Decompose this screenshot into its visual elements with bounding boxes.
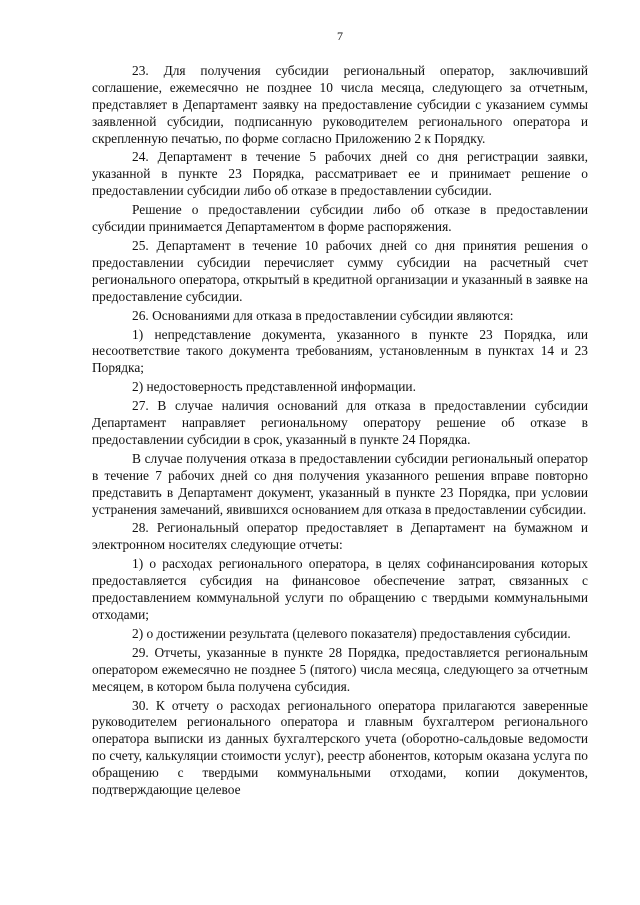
paragraph-28-item-1: 1) о расходах регионального оператора, в целях софинансирования которых предоставляется субсидия на финансовое обеспечение затрат, связанных с предоставлением коммунальной услуги по обращению с твердыми коммунальными отходами;	[92, 556, 588, 622]
paragraph-24: 24. Департамент в течение 5 рабочих дней со дня регистрации заявки, указанной в пункте 23 Порядка, рассматривает ее и принимает решение о предоставлении субсидии либо об отказе в предоставлении субсидии.	[92, 149, 588, 199]
paragraph-26-item-1: 1) непредставление документа, указанного в пункте 23 Порядка, или несоответствие такого документа требованиям, установленным в пунктах 14 и 23 Порядка;	[92, 326, 588, 376]
paragraph-23: 23. Для получения субсидии региональный оператор, заключивший соглашение, ежемесячно не позднее 10 числа месяца, следующего за отчетным, представляет в Департамент заявку на предоставление субсидии с указанием суммы заявленной субсидии, подписанную руководителем регионального оператора и скрепленную печатью, по форме согласно Приложению 2 к Порядку.	[92, 62, 588, 146]
paragraph-28-item-2: 2) о достижении результата (целевого показателя) предоставления субсидии.	[132, 625, 571, 641]
paragraph-24-decision: Решение о предоставлении субсидии либо об отказе в предоставлении субсидии принимается Департаментом в форме распоряжения.	[92, 202, 588, 235]
paragraph-27: 27. В случае наличия оснований для отказа в предоставлении субсидии Департамент направляет региональному оператору решение об отказе в предоставлении субсидии в срок, указанный в пункте 24 Порядка.	[92, 398, 588, 447]
page-number: 7	[337, 29, 343, 43]
paragraph-28: 28. Региональный оператор предоставляет в Департамент на бумажном и электронном носителях следующие отчеты:	[92, 520, 588, 553]
document-page	[92, 28, 588, 801]
paragraph-26: 26. Основаниями для отказа в предоставлении субсидии являются:	[132, 307, 514, 323]
paragraph-27-resubmission: В случае получения отказа в предоставлении субсидии региональный оператор в течение 7 рабочих дней со дня получения указанного решения вправе повторно представить в Департамент документ, указанный в пункте 23 Порядка, при условии устранения замечаний, явившихся основанием для отказа в предоставлении субсидии.	[92, 450, 588, 517]
paragraph-26-item-2: 2) недостоверность представленной информации.	[132, 379, 416, 395]
paragraph-29: 29. Отчеты, указанные в пункте 28 Порядка, предоставляется региональным оператором ежемесячно не позднее 5 (пятого) числа месяца, следующего за отчетным месяцем, в котором была получена субсидия.	[92, 644, 588, 694]
paragraph-30: 30. К отчету о расходах регионального оператора прилагаются заверенные руководителем регионального оператора и главным бухгалтером регионального оператора выписки из данных бухгалтерского учета (оборотно-сальдовые ведомости по счету, калькуляции стоимости услуг), реестр абонентов, которым оказана услуга по обращению с твердыми коммунальными отходами, копии документов, подтверждающие целевое	[92, 697, 588, 798]
paragraph-25: 25. Департамент в течение 10 рабочих дней со дня принятия решения о предоставлении субсидии перечисляет сумму субсидии на расчетный счет регионального оператора, открытый в кредитной организации и указанный в заявке на предоставление субсидии.	[92, 237, 588, 304]
